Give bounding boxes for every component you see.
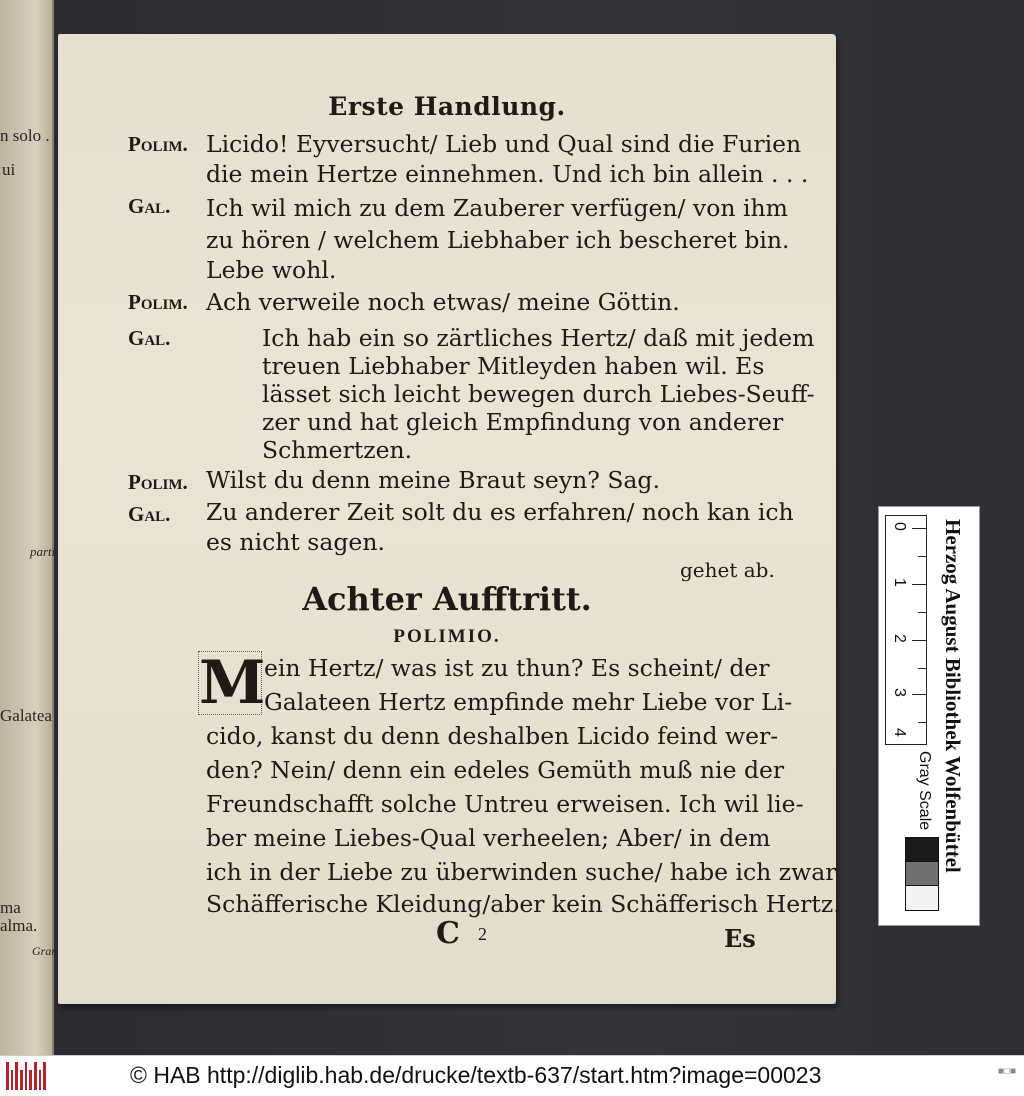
footer-bar (0, 1055, 1024, 1096)
text-line: Ich wil mich zu dem Zauberer verfügen/ von ihm (206, 194, 788, 222)
stage-direction: gehet ab. (680, 558, 775, 582)
left-page-edge (0, 0, 59, 1055)
gray-swatch (905, 837, 939, 863)
text-line: Ach verweile noch etwas/ meine Göttin. (206, 288, 680, 316)
text-line: Zu anderer Zeit solt du es erfahren/ noch kan ich (206, 498, 794, 526)
gray-scale-label: Gray Scale (916, 751, 933, 831)
text-line: zer und hat gleich Empfindung von anderer (262, 408, 784, 436)
ruler-number: 1 (891, 578, 908, 587)
text-line: Licido! Eyversucht/ Lieb und Qual sind die Furien (206, 130, 802, 158)
scene-person: POLIMIO. (393, 626, 501, 647)
text-line: den? Nein/ denn ein edeles Gemüth muß nie der (206, 756, 785, 784)
signature-number: 2 (478, 924, 487, 944)
text-line: lässet sich leicht bewegen durch Liebes-Seuff- (262, 380, 815, 408)
drop-cap: M (199, 648, 266, 718)
text-line: Galateen Hertz empfinde mehr Liebe vor Li- (264, 688, 793, 716)
text-line: zu hören / welchem Liebhaber ich bescheret bin. (206, 226, 790, 254)
left-fragment: Gran (32, 944, 58, 958)
copyright-url[interactable]: © HAB http://diglib.hab.de/drucke/textb-637/start.htm?image=00023 (130, 1062, 822, 1088)
left-fragment: alma. (0, 916, 38, 935)
text-line: Freundschafft solche Untreu erweisen. Ich wil lie- (206, 790, 804, 818)
text-line: Ich hab ein so zärtliches Hertz/ daß mit jedem (262, 324, 815, 352)
ruler-number: 4 (891, 728, 908, 737)
text-line: ich in der Liebe zu überwinden suche/ habe ich zwar (206, 858, 837, 886)
gray-swatch (905, 861, 939, 887)
ruler (885, 515, 927, 745)
text-line: Schmertzen. (262, 436, 413, 464)
text-line: ein Hertz/ was ist zu thun? Es scheint/ der (264, 654, 770, 682)
text-line: es nicht sagen. (206, 528, 385, 556)
speaker-label: Polim. (128, 470, 188, 494)
gray-swatch (905, 885, 939, 911)
left-fragment: parti (30, 544, 56, 559)
institution-name: Herzog August Bibliothek Wolfenbüttel (941, 519, 965, 873)
speaker-label: Gal. (128, 326, 171, 350)
ruler-number: 0 (891, 522, 908, 531)
left-fragment: n solo . . (0, 126, 59, 145)
running-head: Erste Handlung. (328, 92, 566, 121)
ruler-number: 2 (891, 634, 908, 643)
speaker-label: Polim. (128, 290, 188, 314)
text-line: Lebe wohl. (206, 256, 337, 284)
book-page (58, 34, 841, 1004)
speaker-label: Polim. (128, 132, 188, 156)
text-line: cido, kanst du denn deshalben Licido feind wer- (206, 722, 779, 750)
speaker-label: Gal. (128, 194, 171, 218)
left-fragment: Galatea (0, 706, 52, 725)
text-line: Schäfferische Kleidung/aber kein Schäfferisch Hertz. (206, 890, 841, 918)
footer-mark: ■□■ (997, 1066, 1016, 1077)
color-card (878, 506, 980, 926)
hab-logo-icon (6, 1062, 46, 1090)
text-line: treuen Liebhaber Mitleyden haben wil. Es (262, 352, 765, 380)
ruler-number: 3 (891, 688, 908, 697)
text-line: ber meine Liebes-Qual verheelen; Aber/ in dem (206, 824, 771, 852)
scene-heading: Achter Aufftritt. (302, 580, 592, 618)
left-fragment: ma (0, 898, 21, 917)
signature-letter: C (436, 916, 460, 951)
text-line: die mein Hertze einnehmen. Und ich bin allein . . . (206, 160, 809, 188)
text-line: Wilst du denn meine Braut seyn? Sag. (206, 466, 660, 494)
left-fragment: ui (2, 160, 16, 179)
speaker-label: Gal. (128, 502, 171, 526)
catchword: Es (724, 924, 756, 953)
